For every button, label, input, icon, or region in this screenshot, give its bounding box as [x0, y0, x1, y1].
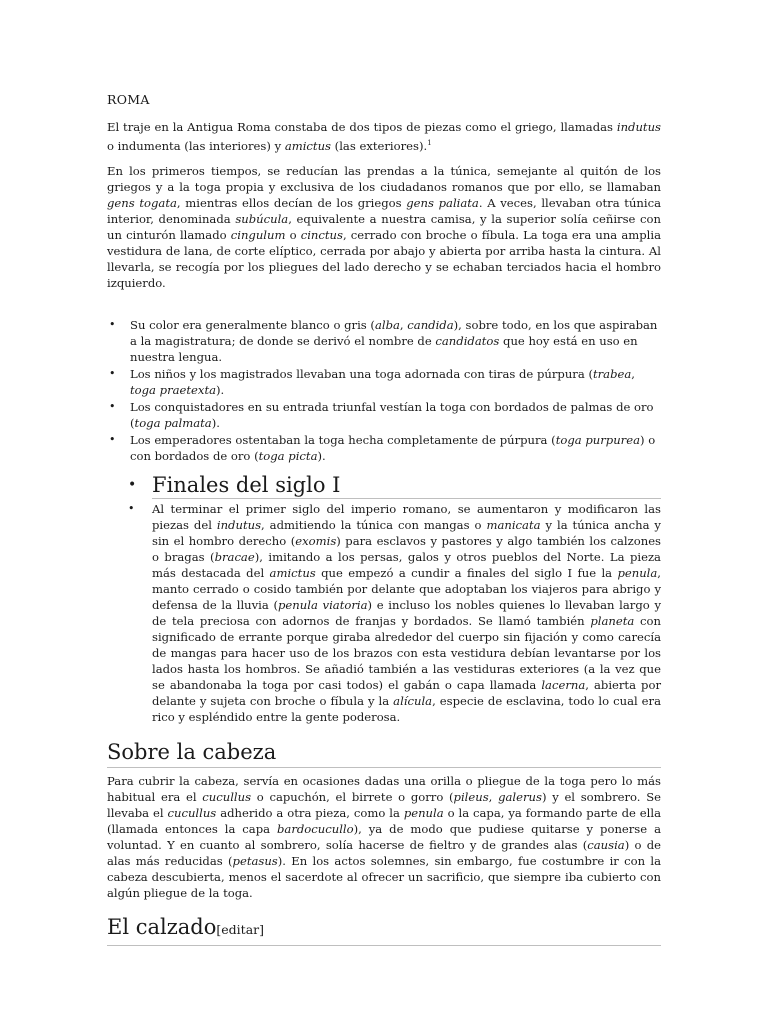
text-run: , mientras ellos decían de los griegos [176, 195, 407, 210]
latin-term: alba [374, 317, 400, 332]
intro-paragraph [107, 119, 661, 154]
heading-finales-siglo-i: • Finales del siglo I [152, 472, 661, 499]
finales-list [107, 501, 661, 725]
latin-term: penula [403, 805, 444, 820]
text-run: , cerrado con broche o fíbula. La toga era una amplia vestidura de lana, de corte elíptico, cerrada por abajo y abierta por arriba hasta la cintura. Al llevarla, se recogía por los pliegues del lado derecho y se echaban terciados hacia el hombro izquierdo. [107, 227, 661, 290]
text-run: con significado de errante porque giraba alrededor del cuerpo sin fijación y como carecía de mangas para hacer uso de los brazos con esta vestidura debían levantarse por los lados hasta los hombros. Se añadió también a las vestiduras exteriores (a la vez que se abandonaba la toga por casi todos) el gabán o capa llamada [152, 613, 661, 692]
text-run: ) o de alas más reducidas ( [107, 837, 661, 868]
latin-term: manicata [486, 517, 541, 532]
text-run: que empezó a cundir a finales del siglo I fue la [315, 565, 618, 580]
latin-term: gens paliata [406, 195, 479, 210]
text-run: Los conquistadores en su entrada triunfal vestían la toga con bordados de palmas de oro ( [130, 399, 654, 430]
toga-color-list [107, 317, 661, 464]
latin-term: cucullus [202, 789, 252, 804]
latin-term: toga palmata [134, 415, 212, 430]
text-run: , [399, 317, 408, 332]
text-run: En los primeros tiempos, se reducían las prendas a la túnica, semejante al quitón de los griegos y a la toga propia y exclusiva de los ciudadanos romanos que por ello, se llamaban [107, 163, 661, 194]
text-run: ) y el sombrero. Se llevaba el [107, 789, 662, 820]
finales-section [107, 472, 661, 499]
primeros-tiempos-paragraph [107, 163, 661, 291]
list-item [130, 501, 661, 725]
cabeza-paragraph [107, 773, 661, 901]
text-run: ), ya de modo que pudiese quitarse y ponerse a voluntad. Y en cuanto al sombrero, solía hacerse de fieltro y de grandes alas ( [107, 821, 661, 852]
text-run: ). [216, 382, 225, 397]
document-content [107, 92, 661, 946]
latin-term: trabea [592, 366, 632, 381]
list-item [107, 432, 661, 464]
edit-link[interactable]: [editar] [216, 921, 264, 937]
text-run: ) o con bordados de oro ( [130, 432, 656, 463]
latin-term: planeta [590, 613, 635, 628]
latin-term: amictus [269, 565, 316, 580]
latin-term: bracae [214, 549, 255, 564]
latin-term: subúcula [235, 211, 289, 226]
text-run: Los niños y los magistrados llevaban una toga adornada con tiras de púrpura ( [130, 366, 593, 381]
text-run: que hoy está en uso en nuestra lengua. [130, 333, 638, 364]
latin-term: causia [587, 837, 625, 852]
text-run: . A veces, llevaban otra túnica interior, denominada [107, 195, 661, 226]
latin-term: bardocucullo [277, 821, 354, 836]
text-run: ) para esclavos y pastores y algo también los calzones o bragas ( [152, 533, 662, 564]
list-item [107, 317, 661, 365]
latin-term: candida [407, 317, 454, 332]
text-run: o indumenta (las interiores) y [107, 138, 285, 153]
text-run: adherido a otra pieza, como la [216, 805, 404, 820]
latin-term: cucullus [167, 805, 217, 820]
latin-term: toga purpurea [555, 432, 640, 447]
list-item [107, 366, 661, 398]
text-run: y la túnica ancha y sin el hombro derecho ( [152, 517, 661, 548]
text-run: ), imitando a los persas, galos y otros pueblos del Norte. La pieza más destacada del [152, 549, 661, 580]
text-run: , equivalente a nuestra camisa, y la superior solía ceñirse con un cinturón llamado [107, 211, 661, 242]
latin-term: penula [617, 565, 658, 580]
latin-term: cingulum [230, 227, 286, 242]
text-run: ) e incluso los nobles quienes lo llevaban largo y de tela preciosa con adornos de franjas y bordados. Se llamó también [152, 597, 661, 628]
text-run: Para cubrir la cabeza, servía en ocasiones dadas una orilla o pliegue de la toga pero lo más habitual era el [107, 773, 661, 804]
text-run: o [285, 227, 301, 242]
heading-calzado-text: El calzado [107, 914, 217, 939]
text-run: , manto cerrado o cosido también por delante que adoptaban los viajeros para abrigo y defensa de la lluvia ( [152, 565, 661, 612]
text-run: , especie de esclavina, todo lo cual era rico y espléndido entre la gente poderosa. [152, 693, 661, 724]
latin-term: lacerna [541, 677, 586, 692]
text-run: ). [317, 448, 326, 463]
latin-term: pileus [453, 789, 489, 804]
text-run: , abierta por delante y sujeta con broche o fíbula y la [152, 677, 661, 708]
latin-term: indutus [216, 517, 262, 532]
text-run: El traje en la Antigua Roma constaba de dos tipos de piezas como el griego, llamadas [107, 120, 617, 134]
text-run: ). En los actos solemnes, sin embargo, fue costumbre ir con la cabeza descubierta, menos el sacerdote al ofrecer un sacrificio, que siempre iba cubierto con algún pliegue de la toga. [107, 853, 661, 900]
text-run: o la capa, ya formando parte de ella (llamada entonces la capa [107, 805, 661, 836]
latin-term: cinctus [300, 227, 343, 242]
text-run: ). [211, 415, 220, 430]
document-title: ROMA [107, 92, 150, 107]
latin-term: toga picta [258, 448, 318, 463]
latin-term: toga praetexta [130, 382, 217, 397]
latin-term: amictus [284, 138, 331, 153]
text-run: Su color era generalmente blanco o gris ( [130, 317, 375, 332]
latin-term: alícula [393, 693, 433, 708]
latin-term: galerus [498, 789, 542, 804]
text-run: o capuchón, el birrete o gorro ( [251, 789, 454, 804]
latin-term: exomis [295, 533, 337, 548]
text-run: (las exteriores). [331, 138, 428, 153]
latin-term: candidatos [435, 333, 500, 348]
footnote-ref[interactable]: 1 [427, 139, 432, 147]
text-run: ), sobre todo, en los que aspiraban a la magistratura; de donde se derivó el nombre de [130, 317, 658, 348]
heading-sobre-la-cabeza: Sobre la cabeza [107, 739, 661, 768]
text-run: , [488, 789, 499, 804]
latin-term: petasus [232, 853, 278, 868]
heading-el-calzado [107, 914, 661, 946]
latin-term: indutus [616, 120, 661, 134]
latin-term: penula viatoria [278, 597, 368, 612]
text-run: , [631, 366, 635, 381]
text-run: Al terminar el primer siglo del imperio romano, se aumentaron y modificaron las piezas del [152, 501, 661, 532]
text-run: Los emperadores ostentaban la toga hecha completamente de púrpura ( [130, 432, 556, 447]
list-item [107, 399, 661, 431]
text-run: , admitiendo la túnica con mangas o [261, 517, 487, 532]
latin-term: gens togata [107, 195, 177, 210]
